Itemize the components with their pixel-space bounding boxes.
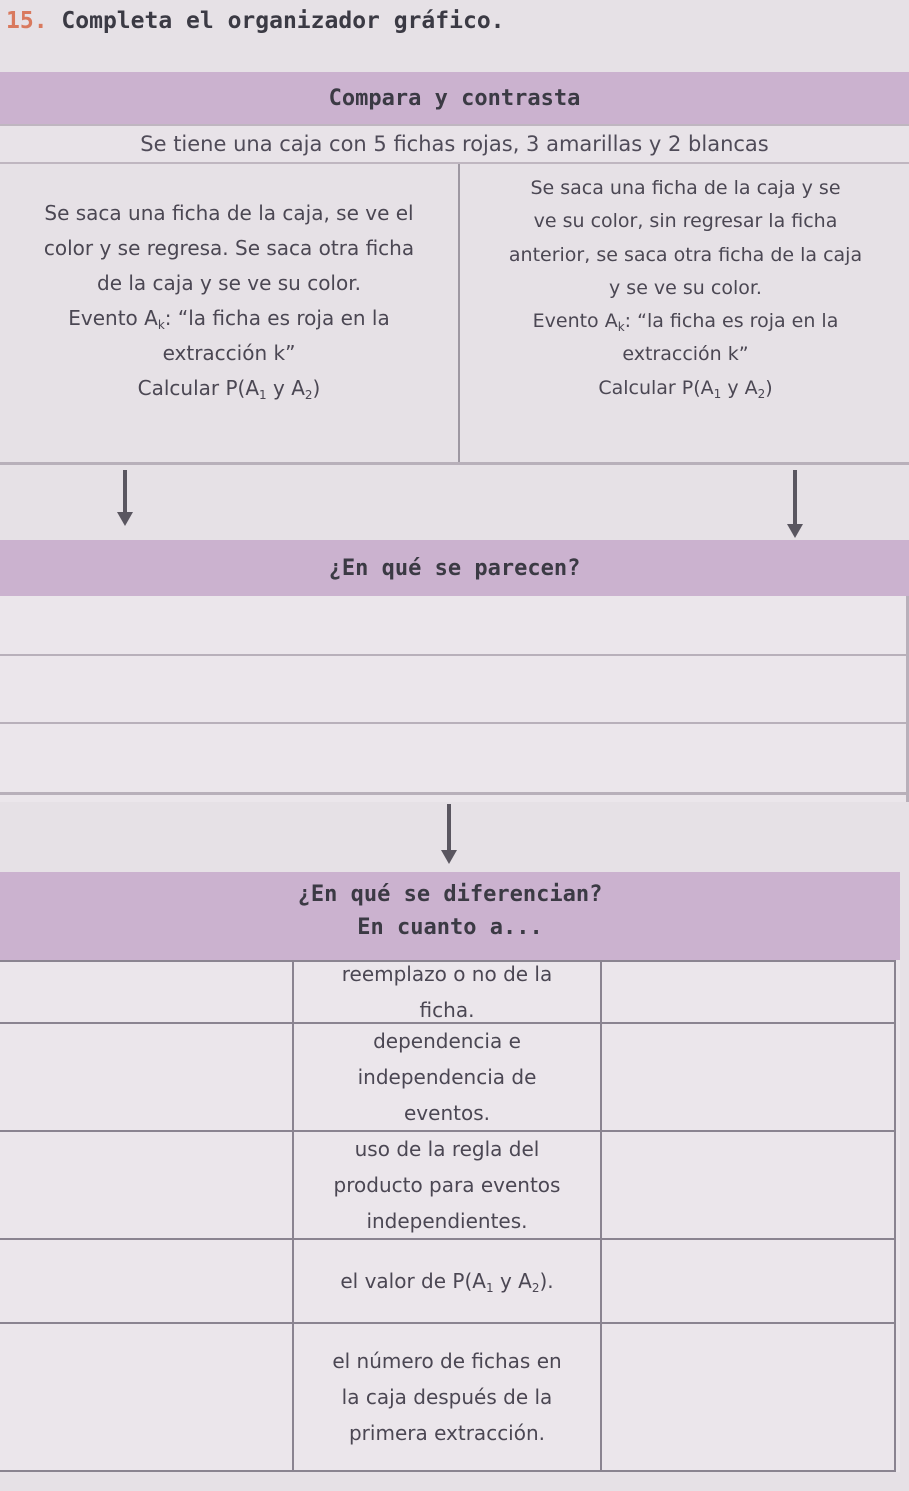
similarities-title-band xyxy=(0,540,909,596)
differences-title: ¿En qué se diferencian? xyxy=(297,882,603,907)
compare-title: Compara y contrasta xyxy=(328,85,581,111)
diff-criterion-5: el número de fichas en la caja después de la primera extracción. xyxy=(292,1322,602,1472)
differences-subtitle: En cuanto a... xyxy=(357,915,543,940)
left-case-line1: Se saca una ficha de la caja, se ve el xyxy=(44,201,414,225)
right-case-line3: anterior, se saca otra ficha de la caja xyxy=(508,243,863,266)
left-case-line2: color y se regresa. Se saca otra ficha xyxy=(43,236,415,260)
diff-answer-right-4[interactable] xyxy=(600,1238,896,1324)
answer-line xyxy=(0,792,909,795)
diff-answer-left-1[interactable] xyxy=(0,960,294,1024)
diff-answer-left-5[interactable] xyxy=(0,1322,294,1472)
right-case-line2: ve su color, sin regresar la ficha xyxy=(533,210,838,233)
right-arrow-stem xyxy=(793,470,797,526)
compare-bottom-border xyxy=(0,462,909,465)
case-divider xyxy=(458,164,460,464)
diff-criterion-1: reemplazo o no de la ficha. xyxy=(292,960,602,1024)
diff-answer-left-4[interactable] xyxy=(0,1238,294,1324)
case-with-replacement xyxy=(0,196,458,446)
right-case-calc: Calcular $P(A_1$ y $A_2$) xyxy=(598,376,773,401)
compare-title-band xyxy=(0,72,909,124)
diff-criterion-4: el valor de $P(A_1$ y $A_2$). xyxy=(292,1238,602,1324)
exercise-instruction: Completa el organizador gráfico. xyxy=(61,8,505,34)
premise-text: Se tiene una caja con 5 fichas rojas, 3 amarillas y 2 blancas xyxy=(140,132,769,156)
diff-answer-left-2[interactable] xyxy=(0,1022,294,1132)
differences-table xyxy=(0,960,900,1472)
right-case-line1: Se saca una ficha de la caja y se xyxy=(530,177,841,199)
left-case-calc: Calcular $P(A_1$ y $A_2$) xyxy=(137,376,321,402)
premise-row xyxy=(0,124,909,164)
diff-answer-right-3[interactable] xyxy=(600,1130,896,1240)
diff-criterion-2: dependencia e independencia de eventos. xyxy=(292,1022,602,1132)
left-case-line3: de la caja y se ve su color. xyxy=(97,271,361,295)
answer-line xyxy=(0,654,909,656)
answer-line xyxy=(0,722,909,724)
left-arrow-stem xyxy=(123,470,127,514)
diff-answer-right-2[interactable] xyxy=(600,1022,896,1132)
right-case-event-line2: extracción k” xyxy=(622,343,749,366)
differences-title-band xyxy=(0,872,900,960)
exercise-number: 15. xyxy=(6,8,48,34)
case-without-replacement xyxy=(462,172,909,462)
middle-arrow-stem xyxy=(447,804,451,852)
diff-answer-right-1[interactable] xyxy=(600,960,896,1024)
right-case-line4: y se ve su color. xyxy=(609,276,762,299)
right-case-event: Evento $A_k$: “la ficha es roja en la xyxy=(532,310,839,334)
diff-answer-left-3[interactable] xyxy=(0,1130,294,1240)
exercise-heading xyxy=(6,8,505,34)
similarities-title: ¿En qué se parecen? xyxy=(328,555,581,581)
right-arrow-head-icon xyxy=(787,524,803,538)
diff-criterion-3: uso de la regla del producto para eventos independientes. xyxy=(292,1130,602,1240)
left-case-event-line2: extracción k” xyxy=(162,341,296,365)
similarities-answer-area[interactable] xyxy=(0,596,909,802)
diff-answer-right-5[interactable] xyxy=(600,1322,896,1472)
left-arrow-head-icon xyxy=(117,512,133,526)
middle-arrow-head-icon xyxy=(441,850,457,864)
left-case-event: Evento $A_k$: “la ficha es roja en la xyxy=(68,306,390,332)
